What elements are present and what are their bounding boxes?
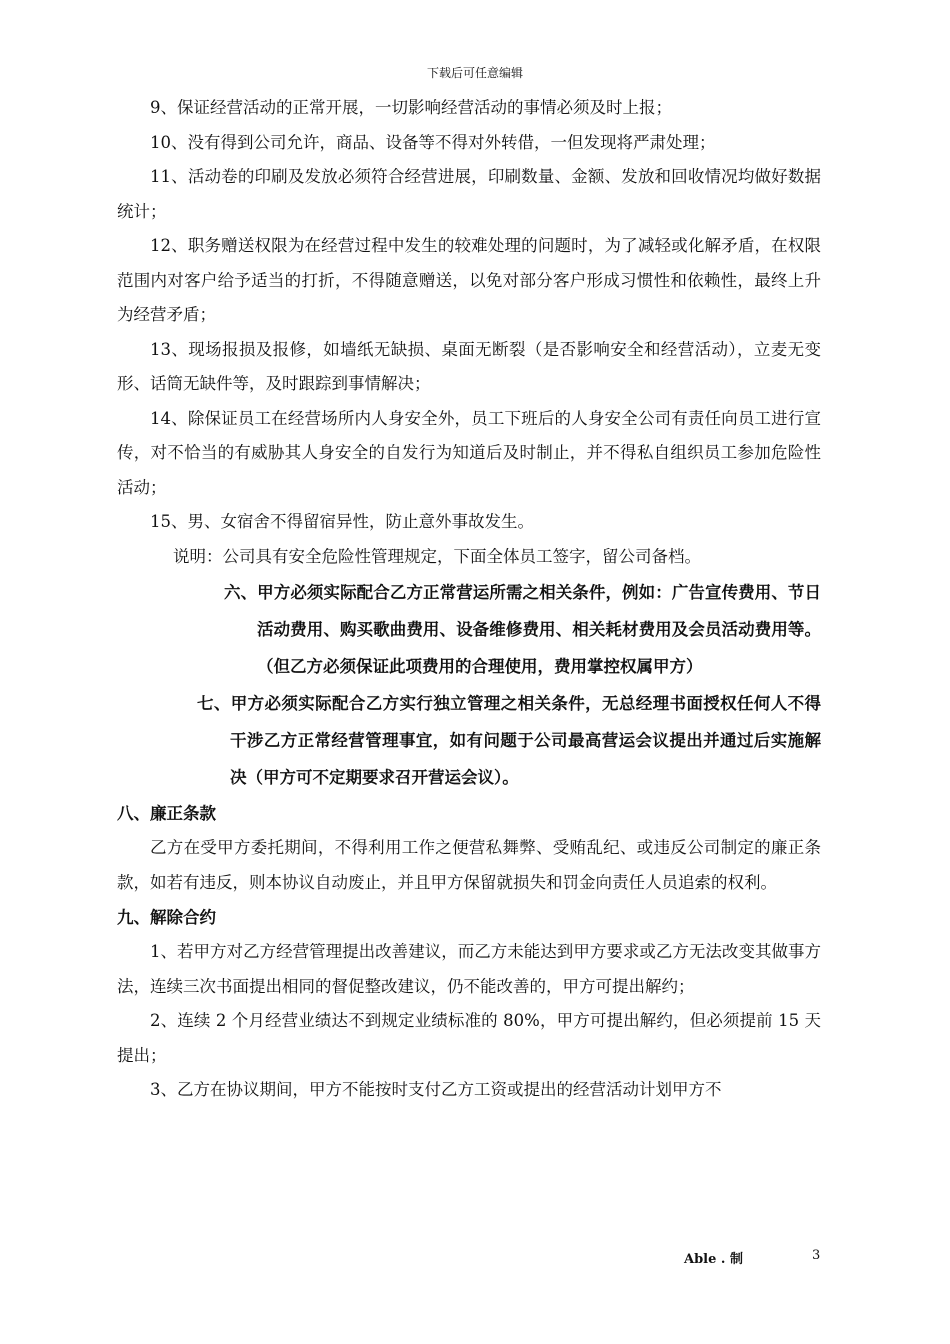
clause-seven: 七、甲方必须实际配合乙方实行独立管理之相关条件，无总经理书面授权任何人不得干涉乙方正常经营管理事宜，如有问题于公司最高营运会议提出并通过后实施解决（甲方可不定期要求召开营运会议）。 — [197, 694, 821, 787]
rule-item-12: 12、职务赠送权限为在经营过程中发生的较难处理的问题时，为了减轻或化解矛盾，在权限范围内对客户给予适当的打折，不得随意赠送，以免对部分客户形成习惯性和依赖性，最终上升为经营矛盾； — [117, 236, 821, 324]
document-body — [117, 91, 821, 1108]
termination-item-2: 2、连续 2 个月经营业绩达不到规定业绩标准的 80%，甲方可提出解约，但必须提前 15 天提出； — [117, 1011, 821, 1065]
rule-item-13: 13、现场报损及报修，如墙纸无缺损、桌面无断裂（是否影响安全和经营活动），立麦无变形、话筒无缺件等，及时跟踪到事情解决； — [117, 339, 821, 393]
page-footer — [0, 1248, 950, 1266]
termination-item-3: 3、乙方在协议期间，甲方不能按时支付乙方工资或提出的经营活动计划甲方不 — [150, 1080, 722, 1099]
clause-six: 六、甲方必须实际配合乙方正常营运所需之相关条件，例如：广告宣传费用、节日活动费用、购买歌曲费用、设备维修费用、相关耗材费用及会员活动费用等。（但乙方必须保证此项费用的合理使用，费用掌控权属甲方） — [224, 583, 821, 676]
rule-item-10: 10、没有得到公司允许，商品、设备等不得对外转借，一但发现将严肃处理； — [150, 132, 716, 152]
rules-note: 说明：公司具有安全危险性管理规定，下面全体员工签字，留公司备档。 — [173, 546, 701, 566]
page-header: 下载后可任意编辑 — [426, 66, 523, 80]
section-nine-title: 九、解除合约 — [117, 908, 216, 927]
page-number: 3 — [812, 1248, 821, 1263]
rule-item-14: 14、除保证员工在经营场所内人身安全外，员工下班后的人身安全公司有责任向员工进行宣传，对不恰当的有威胁其人身安全的自发行为知道后及时制止，并不得私自组织员工参加危险性活动； — [117, 408, 821, 497]
rule-item-15: 15、男、女宿舍不得留宿异性，防止意外事故发生。 — [150, 512, 534, 531]
termination-item-1: 1、若甲方对乙方经营管理提出改善建议，而乙方未能达到甲方要求或乙方无法改变其做事方法，连续三次书面提出相同的督促整改建议，仍不能改善的，甲方可提出解约； — [117, 942, 821, 996]
footer-brand: Able . 制 — [684, 1252, 743, 1267]
section-eight-body: 乙方在受甲方委托期间，不得利用工作之便营私舞弊、受贿乱纪、或违反公司制定的廉正条款，如若有违反，则本协议自动废止，并且甲方保留就损失和罚金向责任人员追索的权利。 — [117, 838, 821, 892]
rule-item-9: 9、保证经营活动的正常开展，一切影响经营活动的事情必须及时上报； — [150, 98, 672, 117]
rule-item-11: 11、活动卷的印刷及发放必须符合经营进展，印刷数量、金额、发放和回收情况均做好数据统计； — [117, 167, 821, 221]
section-eight-title: 八、廉正条款 — [117, 804, 216, 823]
